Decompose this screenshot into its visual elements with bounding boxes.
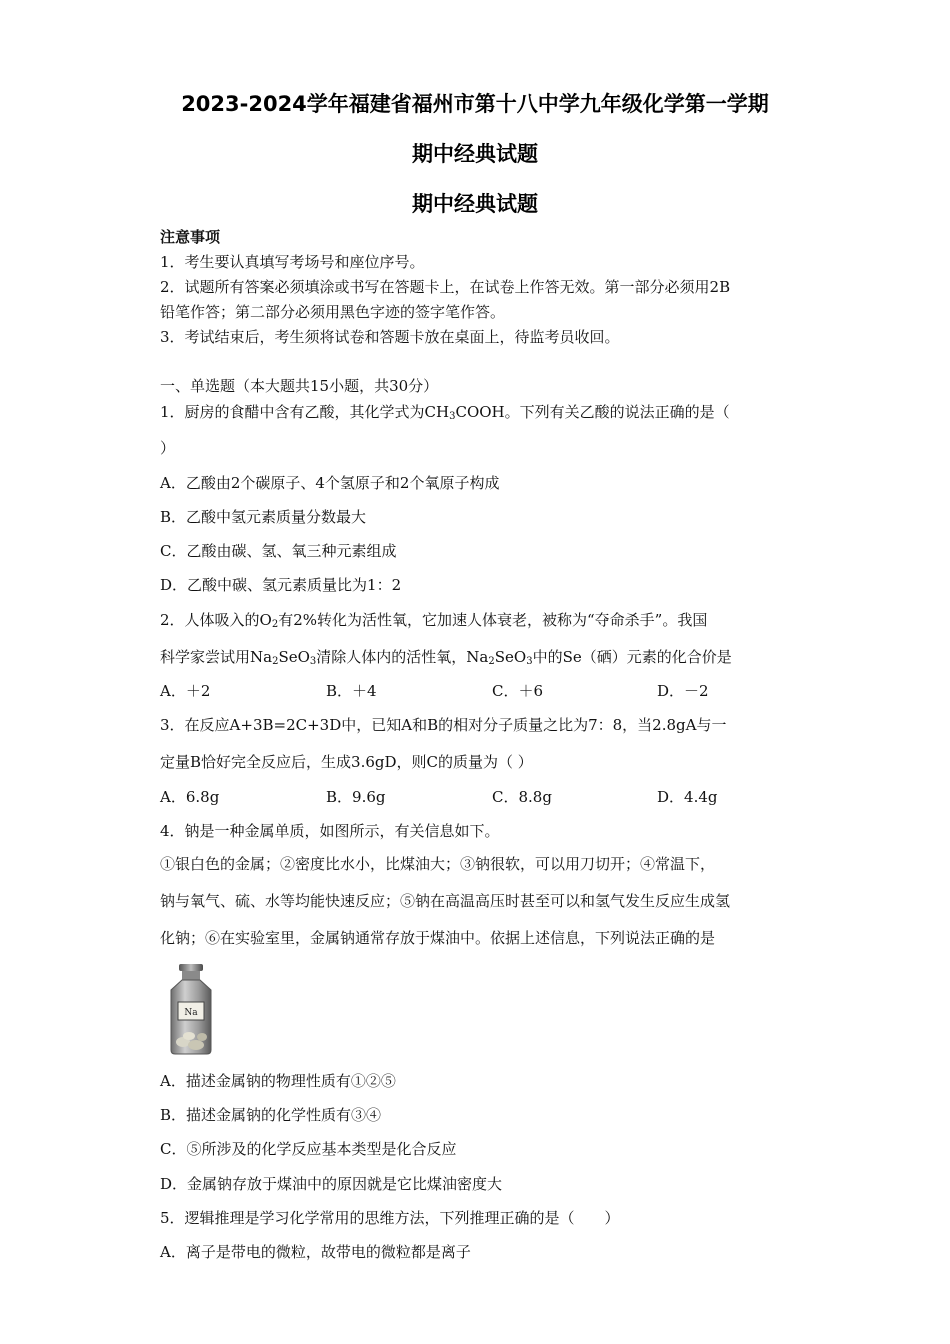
q4-stem-line1: 4．钠是一种金属单质，如图所示，有关信息如下。	[160, 822, 500, 840]
q1-option-b: B．乙酸中氢元素质量分数最大	[160, 508, 367, 526]
q4-stem-line4: 化钠；⑥在实验室里，金属钠通常存放于煤油中。依据上述信息，下列说法正确的是	[160, 929, 716, 947]
q2-option-b: B．＋4	[326, 682, 377, 700]
exam-title-line1: 2023-2024学年福建省福州市第十八中学九年级化学第一学期	[181, 92, 769, 116]
q5-stem: 5．逻辑推理是学习化学常用的思维方法，下列推理正确的是（ ）	[160, 1209, 620, 1227]
q3-option-b: B．9.6g	[326, 788, 386, 806]
q4-option-d: D．金属钠存放于煤油中的原因就是它比煤油密度大	[160, 1175, 503, 1193]
q2-option-d: D．－2	[657, 682, 709, 700]
q2-stem-line1: 2．人体吸入的$O_2$有2%转化为活性氧，它加速人体衰老，被称为“夺命杀手”。我国	[160, 611, 708, 630]
exam-title-line3: 期中经典试题	[412, 192, 538, 216]
notice-item-3: 3．考试结束后，考生须将试卷和答题卡放在桌面上，待监考员收回。	[160, 328, 620, 346]
q1-option-c: C．乙酸由碳、氢、氧三种元素组成	[160, 542, 397, 560]
sodium-bottle-image	[165, 962, 217, 1056]
q1-option-d: D．乙酸中碳、氢元素质量比为1：2	[160, 576, 402, 594]
notice-heading: 注意事项	[160, 228, 221, 246]
section-heading: 一、单选题（本大题共15小题，共30分）	[160, 377, 439, 395]
q3-option-c: C．8.8g	[492, 788, 552, 806]
q4-option-c: C．⑤所涉及的化学反应基本类型是化合反应	[160, 1140, 457, 1158]
q3-option-d: D．4.4g	[657, 788, 718, 806]
q2-stem-line2: 科学家尝试用$Na_2SeO_3$清除人体内的活性氧，$Na_2SeO_3$中的Se（硒）元素的化合价是	[160, 648, 732, 667]
exam-title-line2: 期中经典试题	[412, 142, 538, 166]
bottle-label: Na	[184, 1008, 198, 1018]
q5-option-a: A．离子是带电的微粒，故带电的微粒都是离子	[160, 1243, 471, 1261]
q4-stem-line3: 钠与氧气、硫、水等均能快速反应；⑤钠在高温高压时甚至可以和氢气发生反应生成氢	[160, 892, 731, 910]
q2-option-a: A．＋2	[160, 682, 211, 700]
q1-stem: 1．厨房的食醋中含有乙酸，其化学式为$CH_3COOH$。下列有关乙酸的说法正确的是（	[160, 403, 730, 422]
q3-stem-line2: 定量B恰好完全反应后，生成3.6gD，则C的质量为（ ）	[160, 753, 533, 771]
q3-option-a: A．6.8g	[160, 788, 220, 806]
q3-stem-line1: 3．在反应A+3B=2C+3D中，已知A和B的相对分子质量之比为7：8，当2.8gA与一	[160, 716, 727, 734]
notice-item-2: 2．试题所有答案必须填涂或书写在答题卡上，在试卷上作答无效。第一部分必须用2B	[160, 278, 731, 296]
q4-stem-line2: ①银白色的金属；②密度比水小，比煤油大；③钠很软，可以用刀切开；④常温下，	[160, 855, 716, 873]
notice-item-1: 1．考生要认真填写考场号和座位序号。	[160, 253, 425, 271]
q1-stem-end: ）	[160, 439, 176, 457]
q4-option-a: A．描述金属钠的物理性质有①②⑤	[160, 1072, 396, 1090]
q4-option-b: B．描述金属钠的化学性质有③④	[160, 1106, 382, 1124]
q1-option-a: A．乙酸由2个碳原子、4个氢原子和2个氧原子构成	[160, 474, 500, 492]
notice-item-2-cont: 铅笔作答；第二部分必须用黑色字迹的签字笔作答。	[160, 303, 506, 321]
q2-option-c: C．＋6	[492, 682, 544, 700]
